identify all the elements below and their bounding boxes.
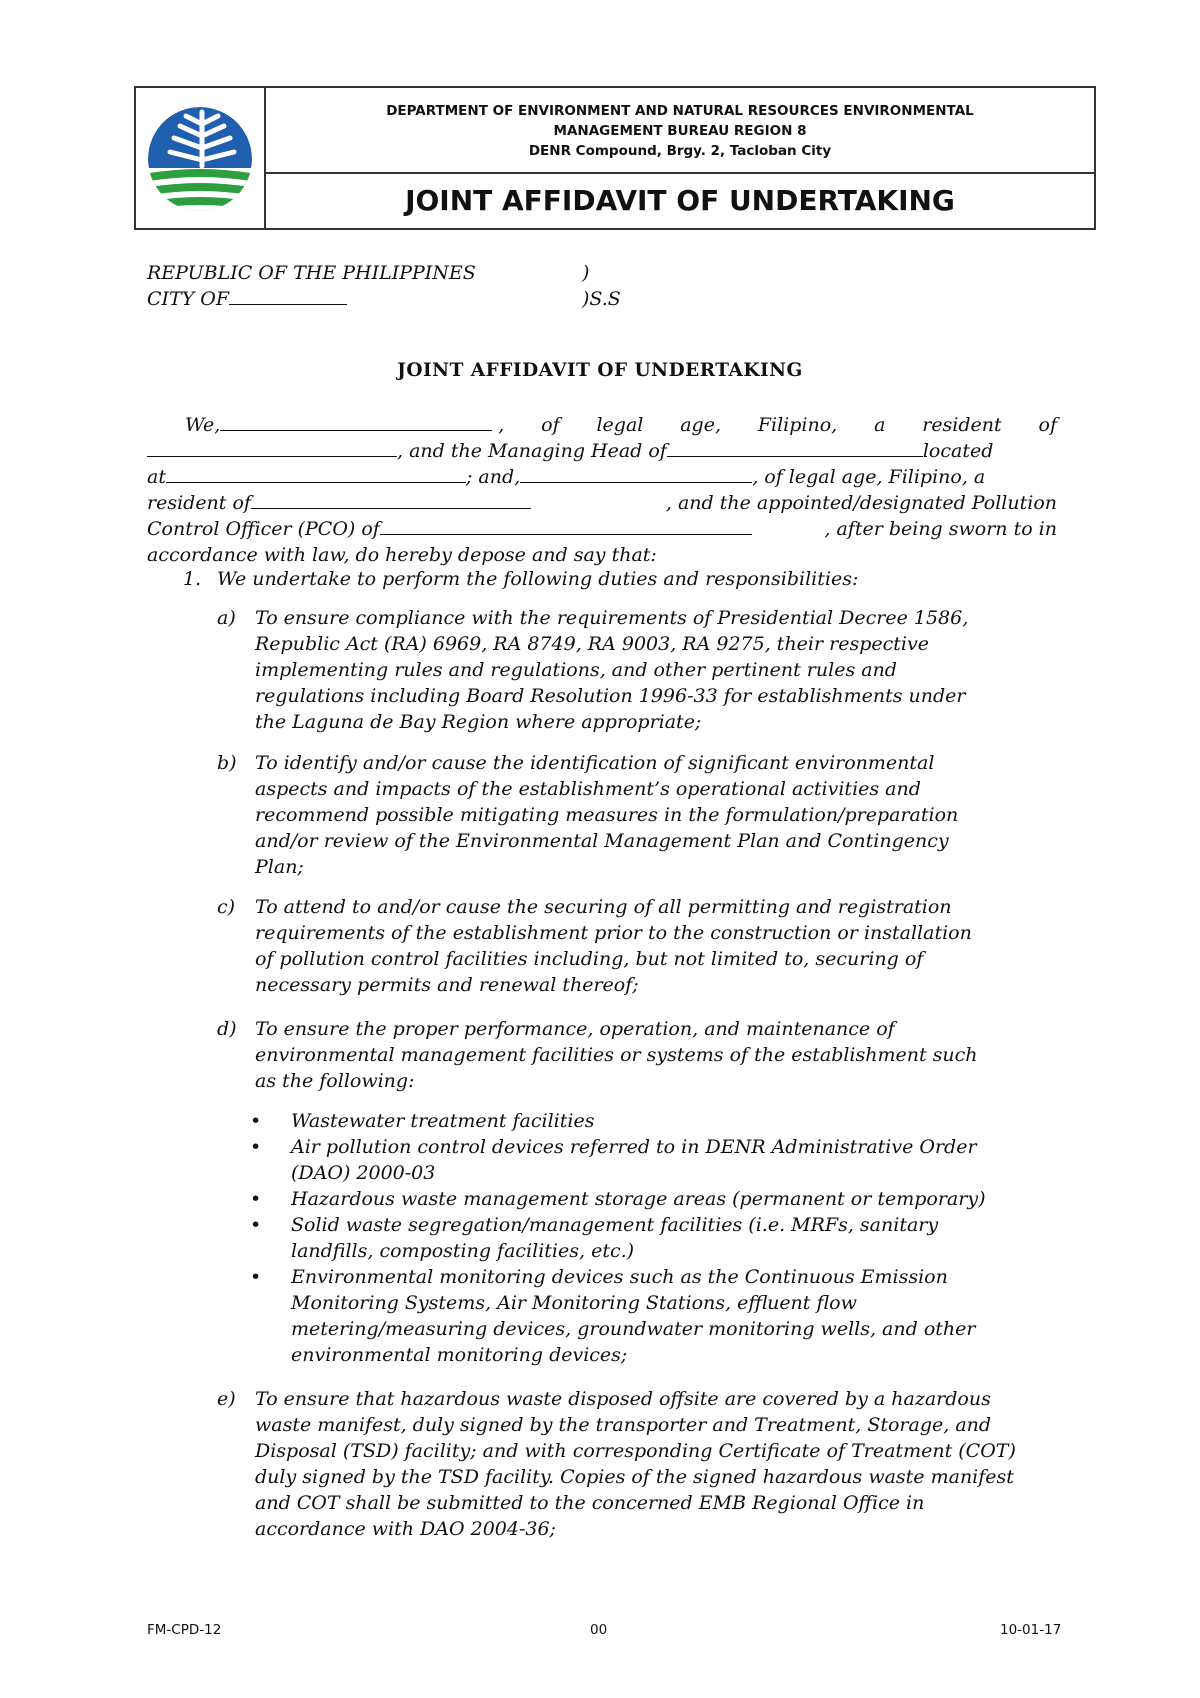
- bullet-line: environmental monitoring devices;: [291, 1344, 628, 1366]
- caption-city: [147, 288, 347, 310]
- intro-line: [147, 464, 1057, 490]
- intro-line: [147, 490, 1057, 516]
- subitem-e: [217, 1386, 1057, 1544]
- item-number: 1.: [183, 568, 202, 590]
- subitem-line: duly signed by the TSD facility. Copies of the signed hazardous waste manifest: [255, 1466, 1014, 1488]
- establishment-name-field[interactable]: [667, 440, 923, 457]
- bullet-icon: •: [250, 1214, 262, 1236]
- intro-line: [147, 542, 1057, 568]
- bullet-line: metering/measuring devices, groundwater monitoring wells, and other: [291, 1318, 976, 1340]
- footer-revision: 00: [590, 1622, 608, 1638]
- intro-line: [147, 438, 1057, 464]
- intro-line: [147, 412, 1057, 438]
- subitem-line: Republic Act (RA) 6969, RA 8749, RA 9003, RA 9275, their respective: [255, 633, 929, 655]
- intro-legal-age2: , of legal age, Filipino, a: [752, 466, 986, 488]
- subitem-line: regulations including Board Resolution 1996-33 for establishments under: [255, 685, 966, 707]
- intro-paragraph: [147, 412, 1057, 568]
- subitem-label: e): [217, 1388, 236, 1410]
- bullet-line: Environmental monitoring devices such as the Continuous Emission: [291, 1266, 948, 1288]
- subitem-line: and COT shall be submitted to the concerned EMB Regional Office in: [255, 1492, 925, 1514]
- denr-logo-icon: [144, 104, 256, 214]
- subitem-line: of pollution control facilities including, but not limited to, securing of: [255, 948, 924, 970]
- intro-resident-text: , of legal age, Filipino, a resident of: [498, 414, 1057, 436]
- pco-establishment-field[interactable]: [380, 518, 752, 535]
- footer-date: 10-01-17: [1000, 1622, 1062, 1638]
- agency-info: [266, 88, 1094, 174]
- agency-address: DENR Compound, Brgy. 2, Tacloban City: [528, 143, 832, 159]
- subitem-line: accordance with DAO 2004-36;: [255, 1518, 556, 1540]
- document-header: [134, 86, 1096, 230]
- affiant1-address-field[interactable]: [147, 440, 397, 457]
- subitem-line: Plan;: [255, 856, 304, 878]
- subitem-label: b): [217, 752, 237, 774]
- subitem-b: [217, 750, 1057, 882]
- subitem-line: To identify and/or cause the identification of significant environmental: [255, 752, 935, 774]
- subitem-line: implementing rules and regulations, and other pertinent rules and: [255, 659, 897, 681]
- subitem-line: recommend possible mitigating measures in the formulation/preparation: [255, 804, 959, 826]
- subitem-a: [217, 605, 1057, 737]
- affiant2-address-field[interactable]: [251, 492, 531, 509]
- subitem-c: [217, 894, 1057, 1000]
- subitem-label: d): [217, 1018, 237, 1040]
- subitem-line: waste manifest, duly signed by the transporter and Treatment, Storage, and: [255, 1414, 992, 1436]
- intro-pco: Control Officer (PCO) of: [147, 518, 380, 540]
- bullet-line: Hazardous waste management storage areas (permanent or temporary): [291, 1188, 986, 1210]
- agency-name-line1: DEPARTMENT OF ENVIRONMENT AND NATURAL RESOURCES ENVIRONMENTAL: [386, 103, 974, 119]
- establishment-address-field[interactable]: [166, 466, 466, 483]
- bullet-icon: •: [250, 1110, 262, 1132]
- intro-sworn: , after being sworn to in: [824, 518, 1057, 540]
- intro-resident-of: resident of: [147, 492, 251, 514]
- item-text: We undertake to perform the following duties and responsibilities:: [217, 568, 859, 590]
- bullet-line: Wastewater treatment facilities: [291, 1110, 595, 1132]
- intro-depose: accordance with law, do hereby depose and say that:: [147, 544, 657, 566]
- intro-located: located: [922, 440, 994, 462]
- intro-appointed: , and the appointed/designated Pollution: [665, 492, 1057, 514]
- affiant1-name-field[interactable]: [220, 414, 492, 431]
- subitem-line: necessary permits and renewal thereof;: [255, 974, 639, 996]
- subitem-line: aspects and impacts of the establishment’s operational activities and: [255, 778, 921, 800]
- agency-name-line2: MANAGEMENT BUREAU REGION 8: [553, 123, 807, 139]
- subitem-line: environmental management facilities or systems of the establishment such: [255, 1044, 978, 1066]
- subitem-label: c): [217, 896, 236, 918]
- form-title: JOINT AFFIDAVIT OF UNDERTAKING: [405, 184, 955, 217]
- bullet-line: (DAO) 2000-03: [291, 1162, 436, 1184]
- bullet-icon: •: [250, 1188, 262, 1210]
- caption-paren: ): [582, 262, 590, 284]
- bullet-line: landfills, composting facilities, etc.): [291, 1240, 635, 1262]
- subitem-label: a): [217, 607, 236, 629]
- intro-managing-head: , and the Managing Head of: [397, 440, 667, 462]
- caption-ss: )S.S: [582, 288, 621, 310]
- city-blank-field[interactable]: [229, 288, 347, 305]
- subitem-line: To ensure that hazardous waste disposed offsite are covered by a hazardous: [255, 1388, 991, 1410]
- bullet-line: Monitoring Systems, Air Monitoring Stations, effluent flow: [291, 1292, 857, 1314]
- caption-city-label: CITY OF: [147, 288, 230, 310]
- caption-republic: REPUBLIC OF THE PHILIPPINES: [147, 262, 476, 284]
- affiant2-name-field[interactable]: [520, 466, 752, 483]
- subitem-line: Disposal (TSD) facility; and with corresponding Certificate of Treatment (COT): [255, 1440, 1016, 1462]
- bullet-icon: •: [250, 1266, 262, 1288]
- subitem-line: and/or review of the Environmental Management Plan and Contingency: [255, 830, 949, 852]
- subitem-line: requirements of the establishment prior to the construction or installation: [255, 922, 972, 944]
- subitem-line: as the following:: [255, 1070, 415, 1092]
- bullet-icon: •: [250, 1136, 262, 1158]
- logo-cell: [136, 88, 266, 228]
- subitem-line: To attend to and/or cause the securing of all permitting and registration: [255, 896, 952, 918]
- affidavit-heading: JOINT AFFIDAVIT OF UNDERTAKING: [397, 360, 803, 381]
- subitem-line: To ensure compliance with the requirements of Presidential Decree 1586,: [255, 607, 969, 629]
- subitem-d: [217, 1016, 1057, 1096]
- bullet-line: Solid waste segregation/management facilities (i.e. MRFs, sanitary: [291, 1214, 939, 1236]
- footer-form-code: FM-CPD-12: [147, 1622, 222, 1638]
- subitem-line: To ensure the proper performance, operation, and maintenance of: [255, 1018, 895, 1040]
- intro-line: [147, 516, 1057, 542]
- intro-at: at: [147, 466, 166, 488]
- intro-and: ; and,: [465, 466, 521, 488]
- bullet-line: Air pollution control devices referred to in DENR Administrative Order: [291, 1136, 977, 1158]
- subitem-line: the Laguna de Bay Region where appropriate;: [255, 711, 702, 733]
- intro-we: We,: [185, 414, 221, 436]
